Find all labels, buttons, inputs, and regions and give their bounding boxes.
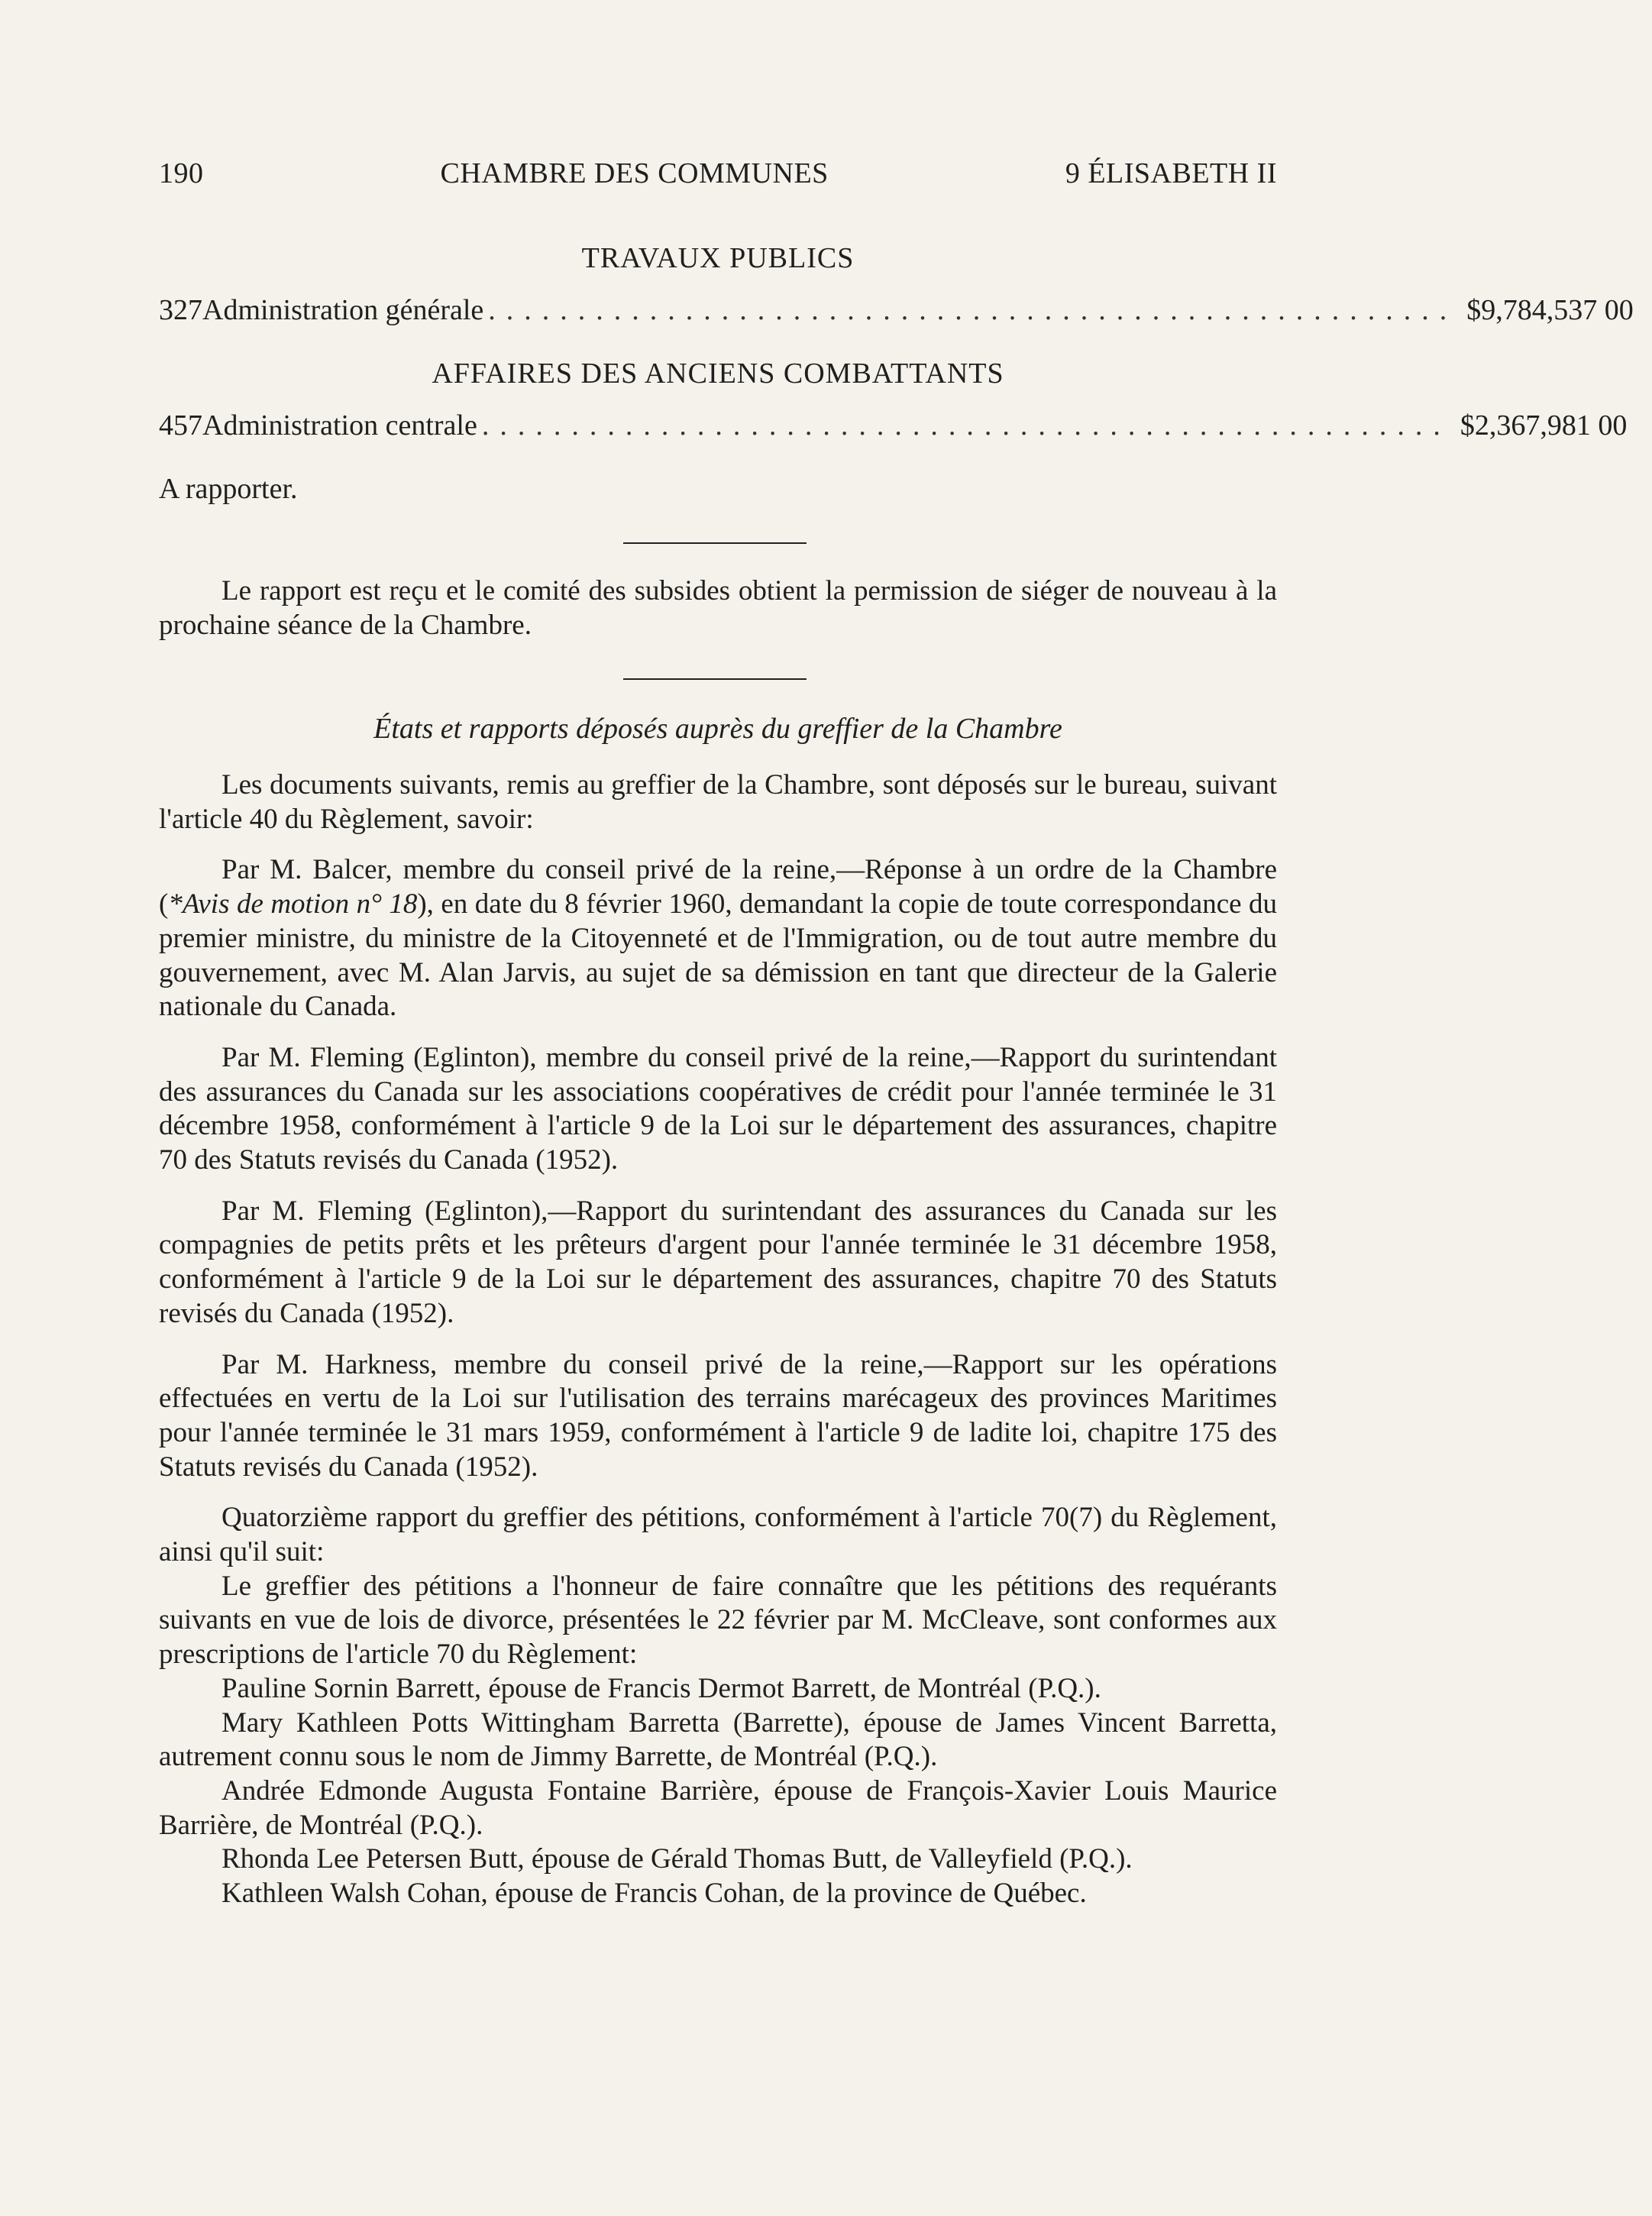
paragraph-harkness: Par M. Harkness, membre du conseil privé de la reine,—Rapport sur les opérations effectuées en vertu de la Loi sur l'utilisation des terrains marécageux des provinces Maritimes pour l'année terminée le 31 mars 1959, conformément à l'article 9 de ladite loi, chapitre 175 des Statuts revisés du Canada (1952). <box>159 1348 1277 1483</box>
page-number: 190 <box>159 157 204 189</box>
leader-dots: ...................................................... <box>488 294 1458 326</box>
petition-cohan: Kathleen Walsh Cohan, épouse de Francis Cohan, de la province de Québec. <box>221 1878 1087 1910</box>
section-heading-travaux: TRAVAUX PUBLICS <box>581 242 855 274</box>
etats-heading: États et rapports déposés auprès du greffier de la Chambre <box>373 713 1062 745</box>
paragraph-quatorzieme: Quatorzième rapport du greffier des pétitions, conformément à l'article 70(7) du Règlement, ainsi qu'il suit: <box>159 1502 1277 1568</box>
text-run: ), en date du 8 février 1960, demandant la copie de toute correspondance du premier ministre, du ministre de la Citoyenneté et de l'Immigration, ou de tout autre membre du gouvernement, avec M. Alan Jarvis, au sujet de sa démission en tant que directeur de la Galerie nationale du Canada. <box>159 888 1277 1023</box>
currency-sign: $ <box>1466 294 1482 326</box>
rapport-recu-paragraph: Le rapport est reçu et le comité des subsides obtient la permission de siéger de nouveau à la prochaine séance de la Chambre. <box>159 575 1277 641</box>
item-label: Administration centrale <box>202 409 477 442</box>
paragraph-fleming-2: Par M. Fleming (Eglinton),—Rapport du surintendant des assurances du Canada sur les compagnies de petits prêts et les prêteurs d'argent pour l'année terminée le 31 décembre 1958, conformément à l'article 9 de la Loi sur le département des assurances, chapitre 70 des Statuts revisés du Canada (1952). <box>159 1195 1277 1329</box>
paragraph-fleming-1: Par M. Fleming (Eglinton), membre du conseil privé de la reine,—Rapport du surintendant des assurances du Canada sur les associations coopératives de crédit pour l'année terminée le 31 décembre 1958, conformément à l'article 9 de la Loi sur le département des assurances, chapitre 70 des Statuts revisés du Canada (1952). <box>159 1041 1277 1176</box>
leader-dots: ...................................................... <box>481 409 1451 442</box>
italic-run: *Avis de motion n° 18 <box>168 888 418 920</box>
item-number: 327 <box>159 294 202 326</box>
item-amount <box>1466 293 1652 327</box>
currency-sign: $ <box>1460 409 1475 442</box>
text-run: Par M. Balcer, membre du conseil privé de la reine,—Réponse à un ordre de la Chambre ( <box>159 854 1277 920</box>
item-label: Administration générale <box>202 294 484 326</box>
divider-rule <box>623 678 807 680</box>
amount-value: 9,784,537 00 <box>1481 294 1634 326</box>
item-number: 457 <box>159 409 202 442</box>
paragraph-greffier: Le greffier des pétitions a l'honneur de faire connaître que les pétitions des requérants suivants en vue de lois de divorce, présentées le 22 février par M. McCleave, sont conformes aux prescriptions de l'article 70 du Règlement: <box>159 1570 1277 1671</box>
petition-barretta: Mary Kathleen Potts Wittingham Barretta (Barrette), épouse de James Vincent Barretta, autrement connu sous le nom de Jimmy Barrette, de Montréal (P.Q.). <box>159 1706 1277 1773</box>
header-title: CHAMBRE DES COMMUNES <box>440 157 829 189</box>
petition-butt: Rhonda Lee Petersen Butt, épouse de Gérald Thomas Butt, de Valleyfield (P.Q.). <box>221 1843 1133 1875</box>
petition-barrett: Pauline Sornin Barrett, épouse de Francis Dermot Barrett, de Montréal (P.Q.). <box>221 1672 1101 1704</box>
divider-rule <box>623 542 807 544</box>
amount-value: 2,367,981 00 <box>1474 409 1628 442</box>
running-header <box>159 157 1277 190</box>
paragraph-balcer <box>159 853 1277 1024</box>
paragraph-documents: Les documents suivants, remis au greffier de la Chambre, sont déposés sur le bureau, suivant l'article 40 du Règlement, savoir: <box>159 769 1277 835</box>
section-heading-anciens: AFFAIRES DES ANCIENS COMBATTANTS <box>432 357 1004 390</box>
header-reign: 9 ÉLISABETH II <box>1065 157 1277 189</box>
body-text <box>159 768 1277 1911</box>
budget-item-457 <box>159 409 1628 442</box>
a-rapporter: A rapporter. <box>159 473 298 505</box>
item-amount <box>1460 409 1646 442</box>
budget-item-327 <box>159 293 1634 327</box>
petition-barriere: Andrée Edmonde Augusta Fontaine Barrière, épouse de François-Xavier Louis Maurice Barrière, de Montréal (P.Q.). <box>159 1774 1277 1841</box>
